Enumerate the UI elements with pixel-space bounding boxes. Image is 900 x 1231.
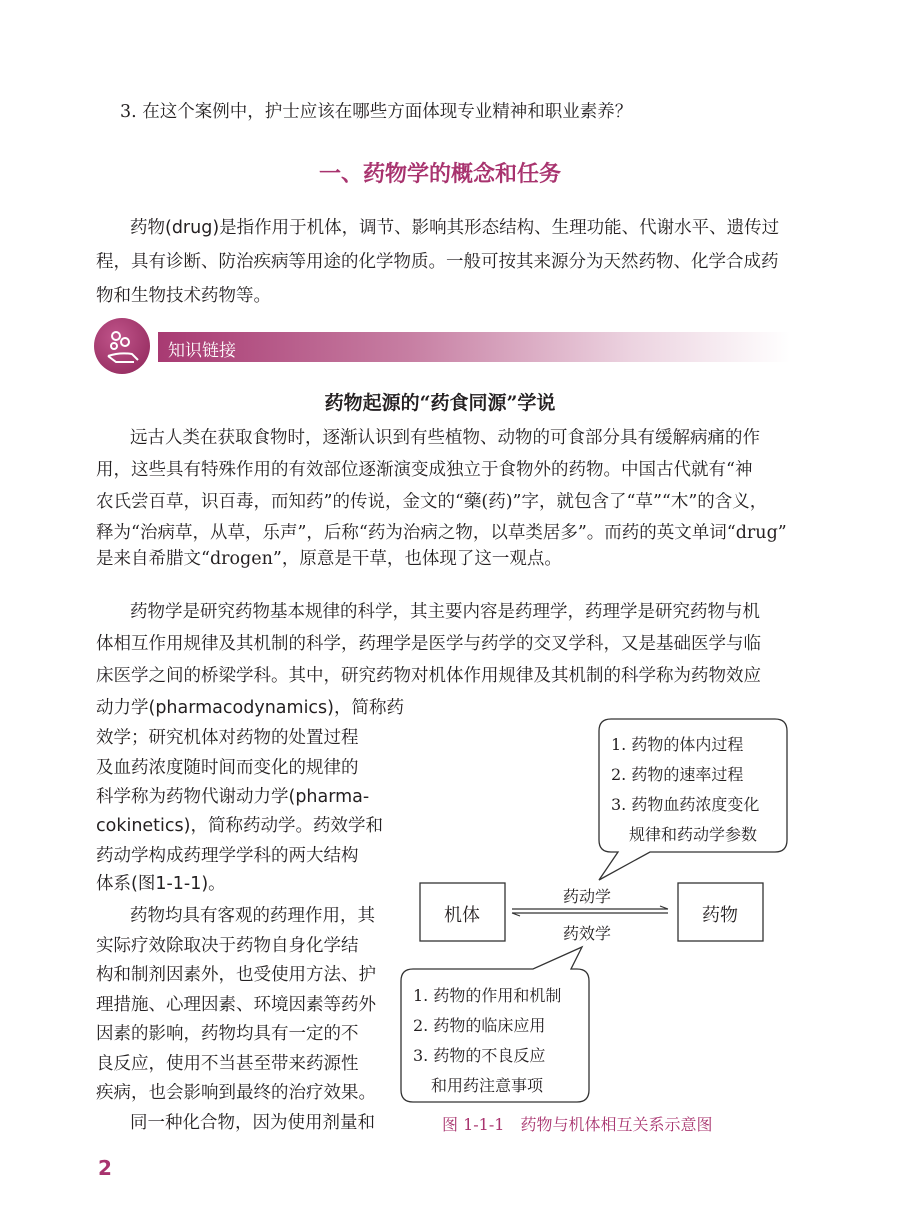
para-line: 构和制剂因素外，也受使用方法、护 [96,965,376,985]
para-line: 科学称为药物代谢动力学(pharma- [96,787,370,807]
para-line: 药物均具有客观的药理作用，其 [130,906,375,926]
para-line: 理措施、心理因素、环境因素等药外 [96,995,376,1015]
question-text: 3. 在这个案例中，护士应该在哪些方面体现专业精神和职业素养？ [120,102,633,122]
box-line: 用，这些具有特殊作用的有效部位逐渐演变成独立于食物外的药物。中国古代就有“神 [96,460,753,480]
bubble-line: 1. 药物的作用和机制 [413,986,562,1005]
bubble-line: 和用药注意事项 [431,1076,544,1095]
para-line: 药动学构成药理学学科的两大结构 [96,846,359,866]
box-line: 远古人类在获取食物时，逐渐认识到有些植物、动物的可食部分具有缓解病痛的作 [130,428,760,448]
arrow-bottom-label: 药效学 [563,924,612,943]
box-line: 释为“治病草，从草，乐声”，后称“药为治病之物，以草类居多”。而药的英文单词“drug” [96,523,787,543]
bubble-line: 规律和药动学参数 [629,825,758,844]
para-line: 同一种化合物，因为使用剂量和 [130,1113,375,1133]
para-line: 体相互作用规律及其机制的科学，药理学是医学与药学的交叉学科，又是基础医学与临 [96,634,761,654]
section-heading: 一、药物学的概念和任务 [318,162,561,187]
para-line: 疾病，也会影响到最终的治疗效果。 [96,1083,376,1103]
box-title: 药物起源的“药食同源”学说 [324,392,556,414]
bubble-line: 1. 药物的体内过程 [611,735,744,754]
page-number: 2 [98,1156,112,1180]
bubble-line: 2. 药物的速率过程 [611,765,744,784]
para-line: 良反应，使用不当甚至带来药源性 [96,1054,359,1074]
banner-label: 知识链接 [168,341,236,361]
para-line: 实际疗效除取决于药物自身化学结 [96,936,359,956]
para-line: 药物(drug)是指作用于机体，调节、影响其形态结构、生理功能、代谢水平、遗传过 [130,218,780,238]
box-line: 是来自希腊文“drogen”，原意是干草，也体现了这一观点。 [96,549,562,569]
para-line: 体系(图1-1-1)。 [96,874,226,894]
para-line: 效学；研究机体对药物的处置过程 [96,728,359,748]
para-line: 床医学之间的桥梁学科。其中，研究药物对机体作用规律及其机制的科学称为药物效应 [96,666,761,686]
bubble-line: 3. 药物的不良反应 [413,1046,546,1065]
left-box-label: 机体 [444,905,480,926]
para-line: 因素的影响，药物均具有一定的不 [96,1024,359,1044]
arrow-left [512,913,668,916]
para-line: 程，具有诊断、防治疾病等用途的化学物质。一般可按其来源分为天然药物、化学合成药 [96,252,779,272]
para-line: 物和生物技术药物等。 [96,286,271,306]
para-line: 及血药浓度随时间而变化的规律的 [96,758,359,778]
bubble-line: 3. 药物血药浓度变化 [611,795,760,814]
para-line: 动力学(pharmacodynamics)，简称药 [96,698,404,718]
right-box-label: 药物 [702,905,738,926]
box-line: 农氏尝百草，识百毒，而知药”的传说，金文的“藥(药)”字，就包含了“草”“木”的含义， [96,492,768,512]
figure-caption: 图 1-1-1 药物与机体相互关系示意图 [442,1115,713,1134]
arrow-top-label: 药动学 [563,887,612,906]
para-line: cokinetics)，简称药动学。药效学和 [96,816,383,836]
bubble-line: 2. 药物的临床应用 [413,1016,546,1035]
para-line: 药物学是研究药物基本规律的科学，其主要内容是药理学，药理学是研究药物与机 [130,602,760,622]
